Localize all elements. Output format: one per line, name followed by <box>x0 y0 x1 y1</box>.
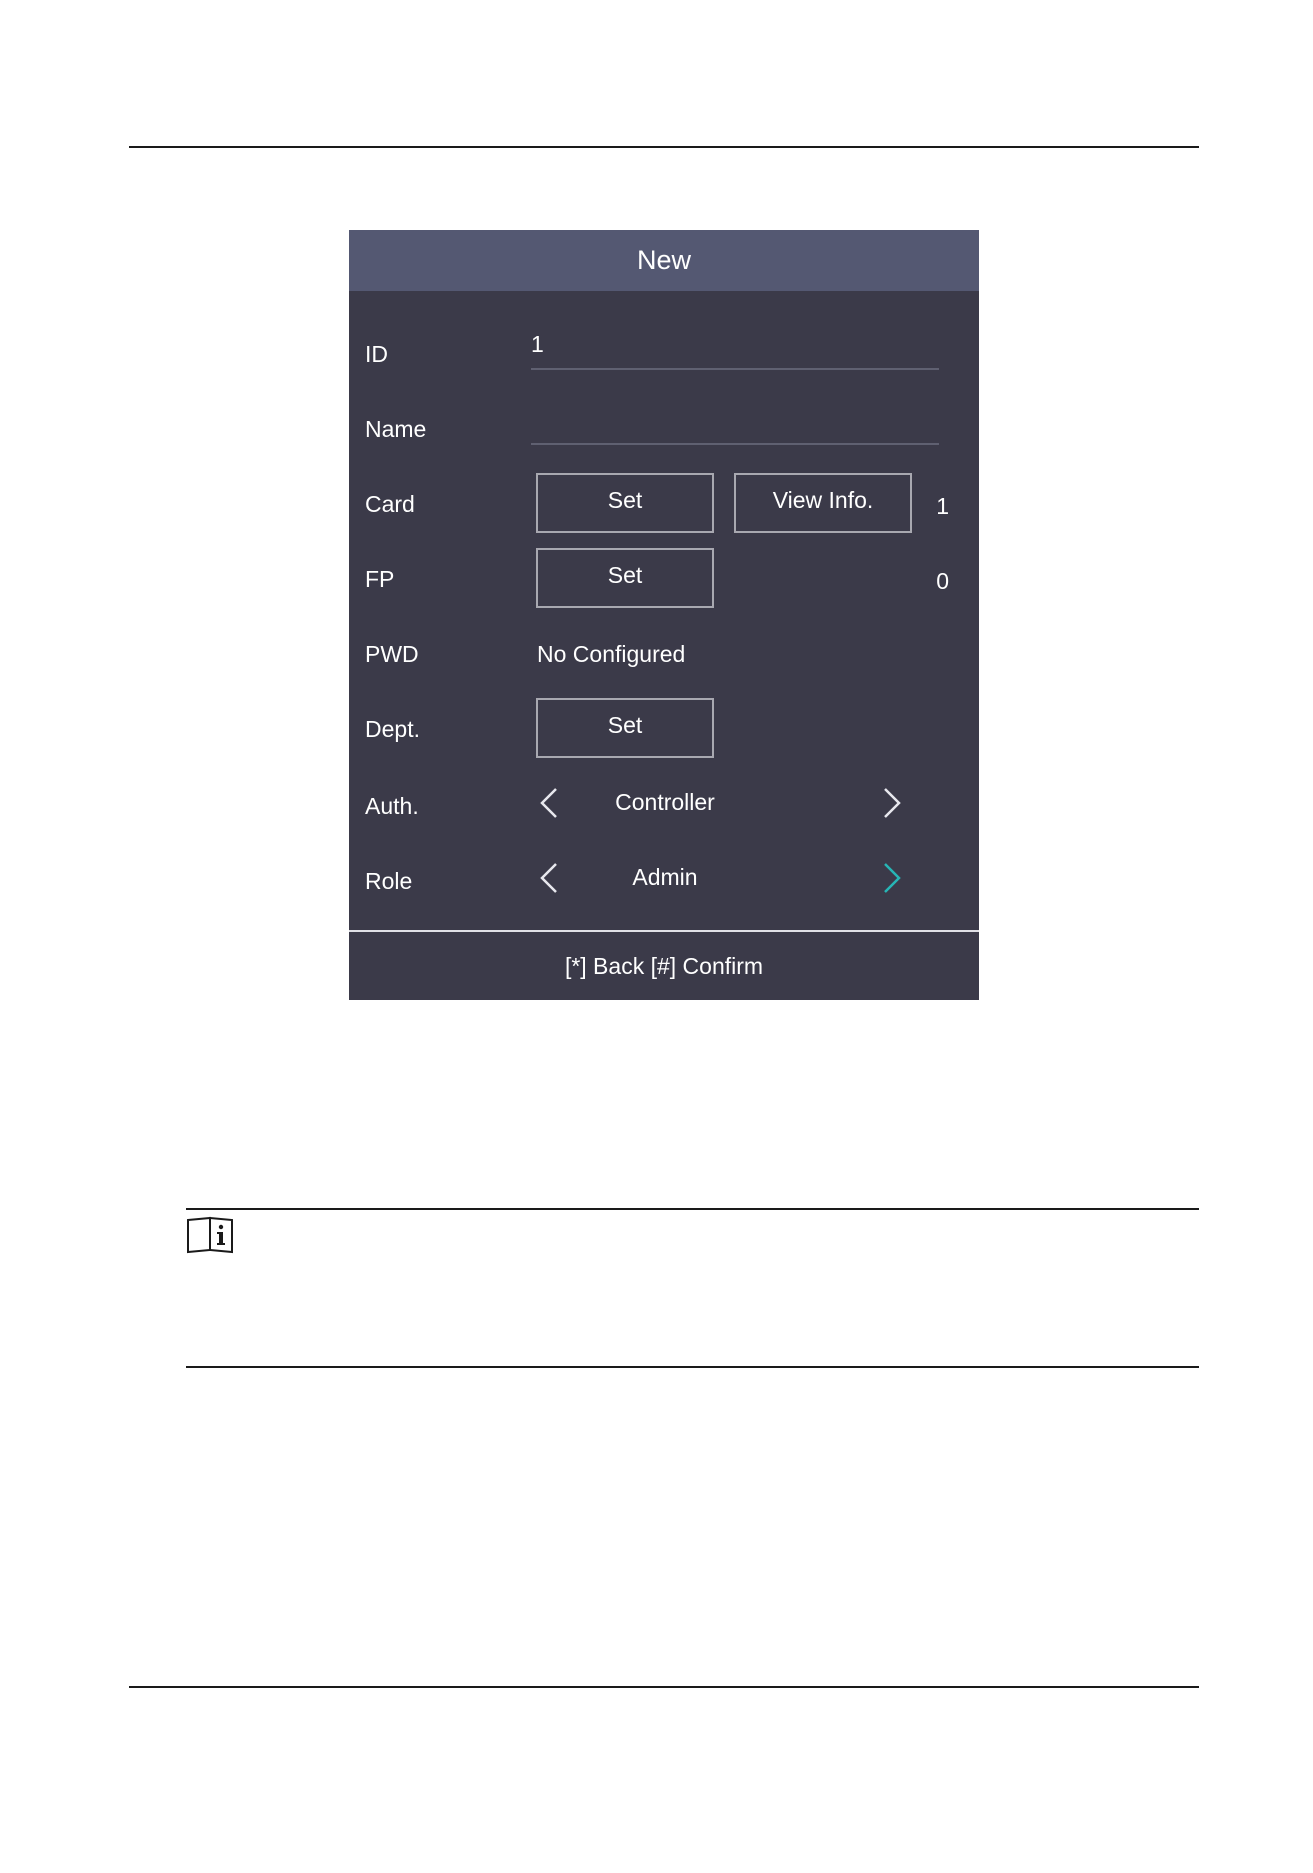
id-label: ID <box>365 341 388 367</box>
name-field-underline <box>531 443 939 445</box>
card-set-button[interactable]: Set <box>536 473 714 533</box>
card-view-info-button[interactable]: View Info. <box>734 473 912 533</box>
card-count: 1 <box>936 493 949 519</box>
role-value: Admin <box>632 864 698 890</box>
auth-value: Controller <box>615 789 715 815</box>
auth-next-chevron-right-icon[interactable] <box>877 785 907 821</box>
note-bottom-rule <box>186 1366 1199 1368</box>
fp-label: FP <box>365 566 395 592</box>
pwd-value[interactable]: No Configured <box>537 641 686 667</box>
pwd-label: PWD <box>365 641 419 667</box>
role-next-chevron-right-icon[interactable] <box>877 860 907 896</box>
fp-count: 0 <box>936 568 949 594</box>
fp-set-button[interactable]: Set <box>536 548 714 608</box>
id-field-underline <box>531 368 939 370</box>
footer-rule <box>129 1686 1199 1688</box>
footer-hint: [*] Back [#] Confirm <box>564 952 764 979</box>
info-book-icon <box>186 1216 240 1254</box>
name-label: Name <box>365 416 427 442</box>
dept-label: Dept. <box>365 716 420 742</box>
auth-label: Auth. <box>365 793 419 819</box>
dept-set-button[interactable]: Set <box>536 698 714 758</box>
card-label: Card <box>365 491 415 517</box>
note-top-rule <box>186 1208 1199 1210</box>
header-rule <box>129 146 1199 148</box>
name-field[interactable] <box>531 405 939 433</box>
device-screen <box>349 230 979 1000</box>
screen-title: New <box>636 245 691 275</box>
role-label: Role <box>365 868 413 894</box>
screen-header <box>349 230 979 291</box>
id-field[interactable]: 1 <box>531 331 544 357</box>
screen-footer <box>349 930 979 1000</box>
